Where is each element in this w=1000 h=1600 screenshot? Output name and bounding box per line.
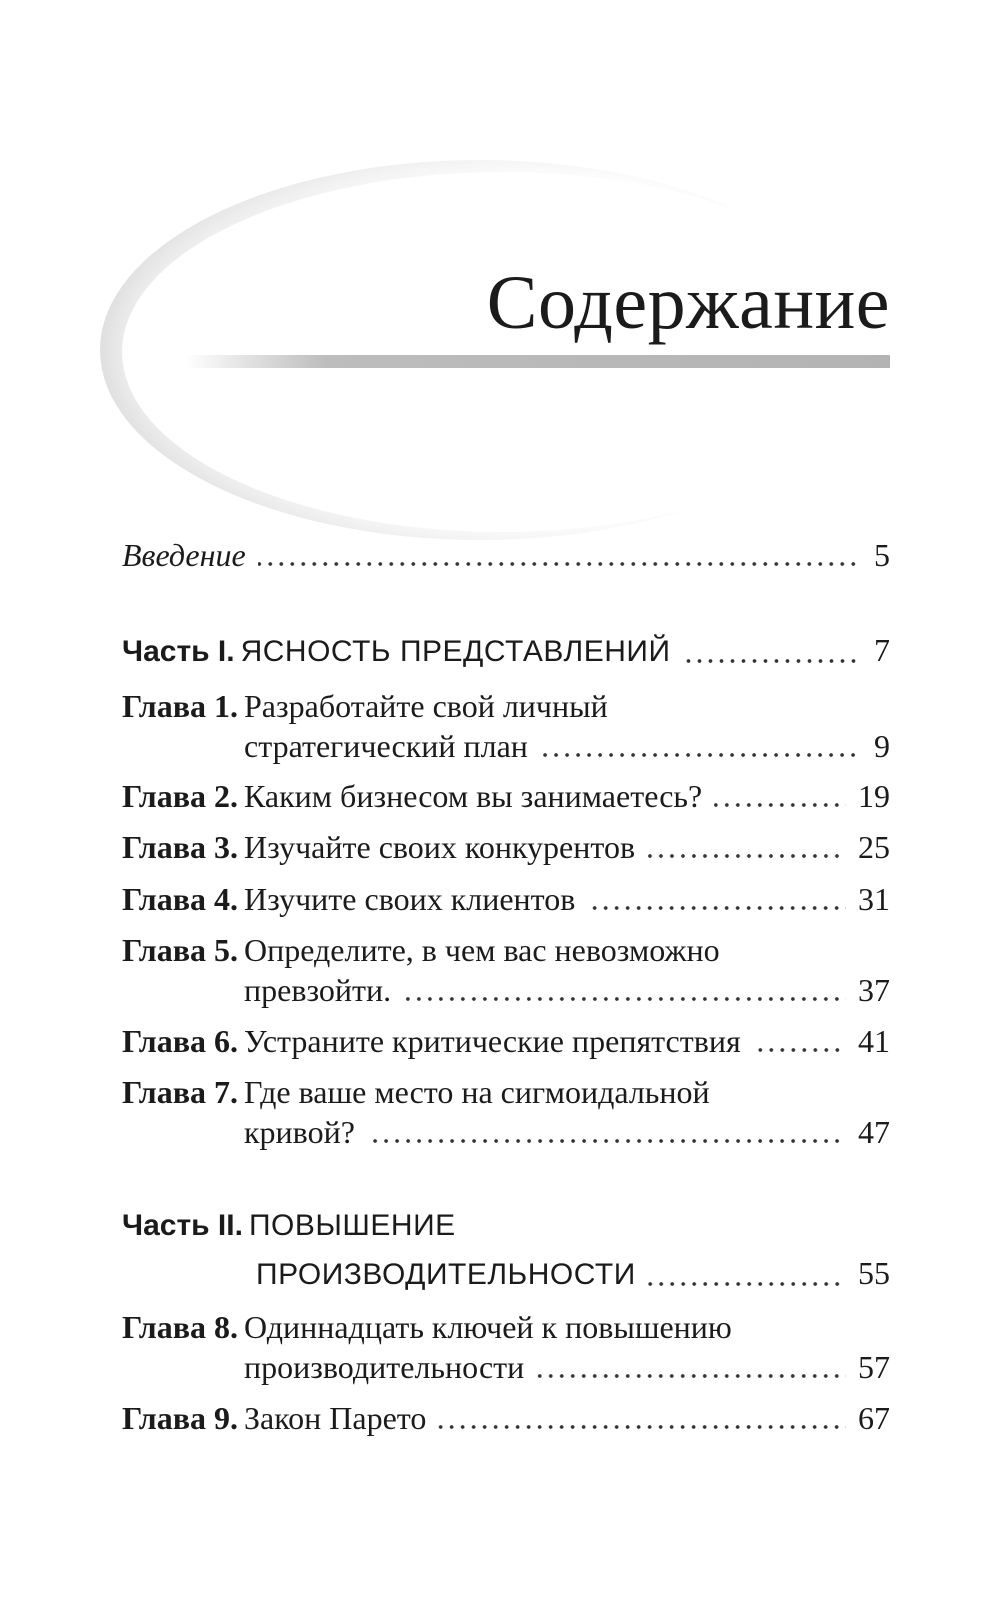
toc-entry-title: Устраните критические препятствия <box>244 1023 741 1059</box>
toc-entry-chapter-3[interactable] <box>122 827 890 867</box>
toc-page-number: 47 <box>858 1114 890 1150</box>
toc-page-number: 67 <box>858 1400 890 1436</box>
toc-page-number: 9 <box>874 728 890 764</box>
toc-entry-chapter-7[interactable] <box>122 1072 890 1112</box>
toc-entry-chapter-5-continued[interactable] <box>244 970 890 1010</box>
toc-entry-title: производительности <box>244 1349 525 1385</box>
part-title: ПРОИЗВОДИТЕЛЬНОСТИ <box>256 1258 636 1291</box>
toc-entry-intro[interactable] <box>122 535 890 575</box>
dot-leader <box>647 854 846 858</box>
toc-entry-part-2[interactable] <box>122 1206 890 1246</box>
chapter-label: Глава 5. <box>122 932 238 968</box>
toc-entry-chapter-8[interactable] <box>122 1307 890 1347</box>
dot-leader <box>753 1048 846 1052</box>
toc-entry-title: Разработайте свой личный <box>244 688 608 724</box>
dot-leader <box>403 997 846 1001</box>
toc-entry-title: превзойти. <box>244 972 392 1008</box>
toc-page-number: 57 <box>858 1349 890 1385</box>
toc-page-number: 7 <box>874 632 890 668</box>
toc-entry-title: Где ваше место на сигмоидальной <box>244 1074 710 1110</box>
part-label: Часть I. <box>122 635 235 668</box>
toc-page-number: 41 <box>858 1023 890 1059</box>
toc-entry-chapter-1[interactable] <box>122 686 890 726</box>
toc-entry-chapter-9[interactable] <box>122 1398 890 1438</box>
chapter-label: Глава 8. <box>122 1309 238 1345</box>
toc-page-number: 55 <box>858 1255 890 1291</box>
part-label: Часть II. <box>122 1209 243 1242</box>
chapter-label: Глава 1. <box>122 688 238 724</box>
dot-leader <box>648 1282 846 1286</box>
dot-leader <box>258 562 862 566</box>
toc-entry-title: Изучите своих клиентов <box>244 881 576 917</box>
dot-leader <box>536 1374 846 1378</box>
chapter-label: Глава 3. <box>122 829 238 865</box>
chapter-label: Глава 9. <box>122 1400 238 1436</box>
dot-leader <box>587 906 846 910</box>
page-title: Содержание <box>486 261 890 345</box>
toc-entry-chapter-6[interactable] <box>122 1021 890 1061</box>
toc-page-number: 19 <box>858 778 890 814</box>
toc-entry-part-2-continued[interactable] <box>256 1253 890 1295</box>
chapter-label: Глава 7. <box>122 1074 238 1110</box>
toc-page-number: 25 <box>858 829 890 865</box>
part-title: ЯСНОСТЬ ПРЕДСТАВЛЕНИЙ <box>240 635 671 668</box>
toc-page-number: 37 <box>858 972 890 1008</box>
toc-entry-chapter-8-continued[interactable] <box>244 1347 890 1387</box>
dot-leader <box>683 659 862 663</box>
toc-entry-part-1[interactable] <box>122 630 890 672</box>
toc-entry-title: Каким бизнесом вы занимаетесь? <box>244 778 703 814</box>
toc-entry-chapter-4[interactable] <box>122 879 890 919</box>
dot-leader <box>714 803 846 807</box>
dot-leader <box>438 1425 846 1429</box>
toc-entry-title: Определите, в чем вас невозможно <box>244 932 720 968</box>
chapter-label: Глава 6. <box>122 1023 238 1059</box>
toc-entry-chapter-2[interactable] <box>122 776 890 816</box>
part-title: ПОВЫШЕНИЕ <box>248 1209 456 1242</box>
toc-entry-chapter-7-continued[interactable] <box>244 1112 890 1152</box>
chapter-label: Глава 2. <box>122 778 238 814</box>
chapter-label: Глава 4. <box>122 881 238 917</box>
dot-leader <box>540 753 862 757</box>
toc-entry-title: стратегический план <box>244 728 528 764</box>
toc-page-number: 31 <box>858 881 890 917</box>
toc-entry-title: Одиннадцать ключей к повышению <box>244 1309 732 1345</box>
toc-entry-title: Введение <box>122 537 246 573</box>
toc-entry-title: Изучайте своих конкурентов <box>244 829 636 865</box>
toc-entry-chapter-5[interactable] <box>122 930 890 970</box>
toc-entry-chapter-1-continued[interactable] <box>244 726 890 766</box>
dot-leader <box>367 1139 846 1143</box>
toc-page-number: 5 <box>874 537 890 573</box>
toc-entry-title: кривой? <box>244 1114 355 1150</box>
toc-entry-title: Закон Парето <box>244 1400 427 1436</box>
